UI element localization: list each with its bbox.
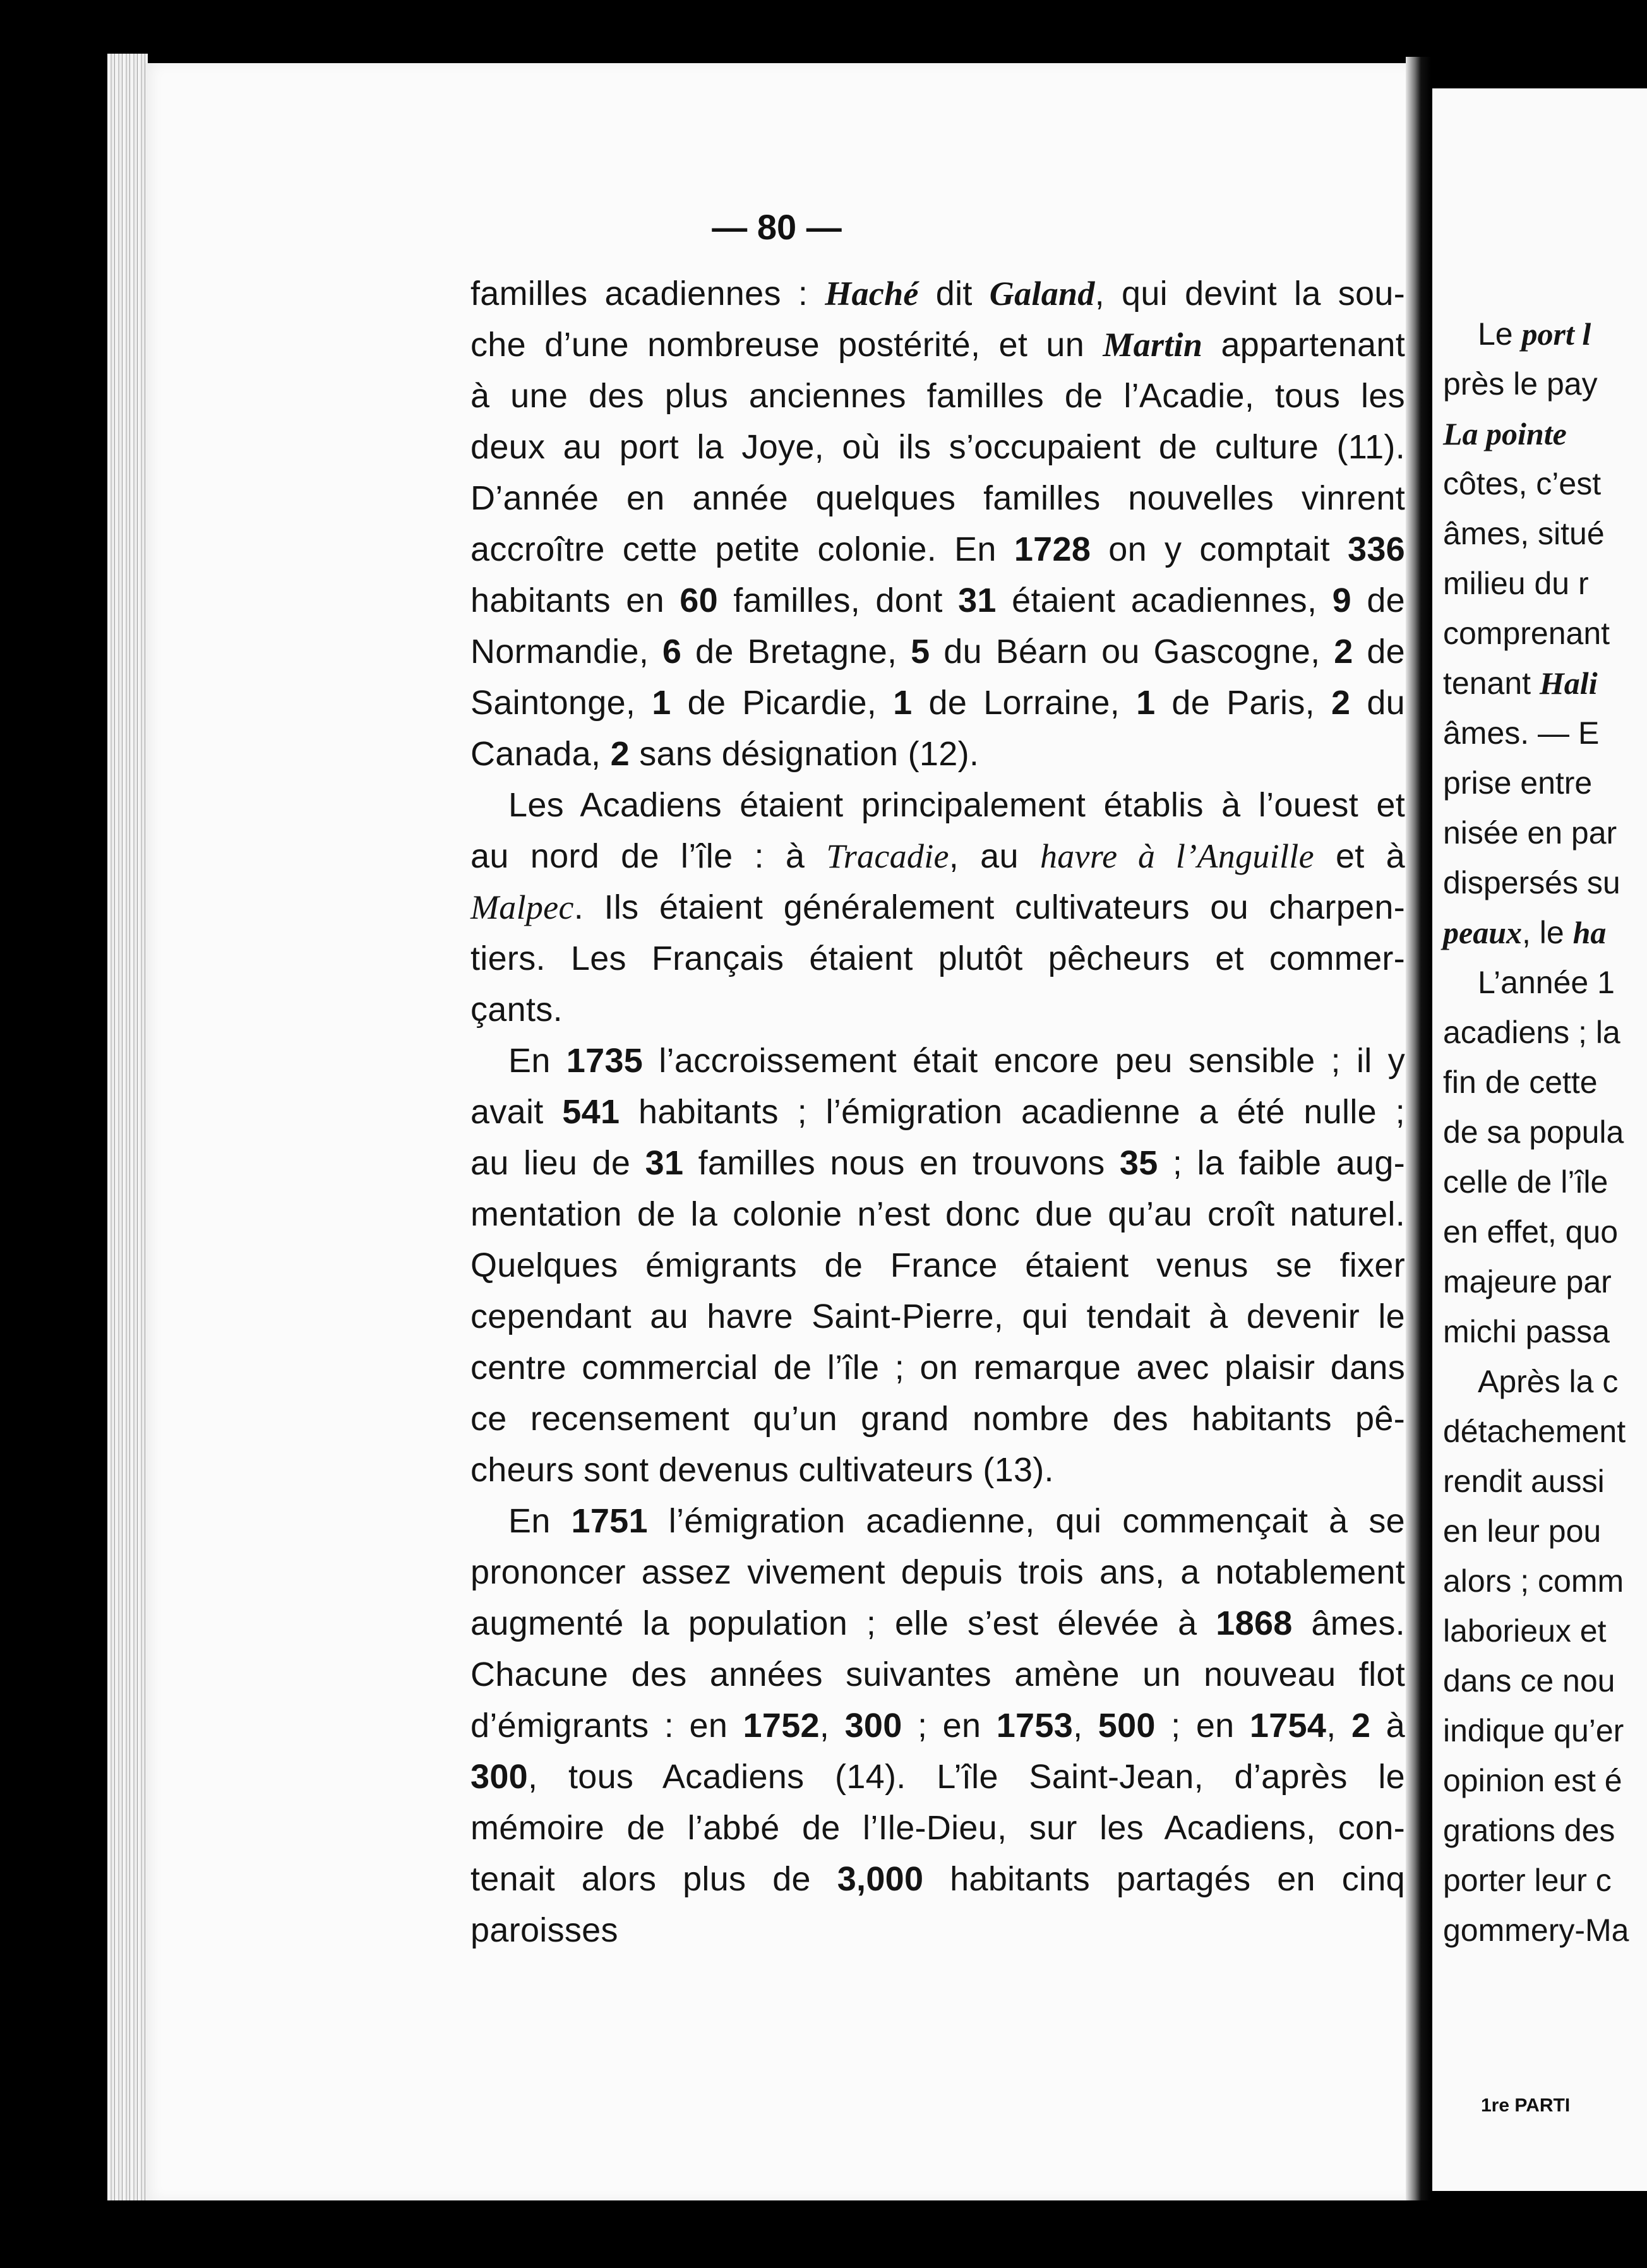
text-line: En 1735 l’accroissement était encore peu sensible ; il y — [508, 1042, 1405, 1080]
text-line: avait 541 habitants ; l’émigration acadienne a été nulle ; — [470, 1093, 1405, 1131]
text-line: tenant Hali — [1443, 665, 1598, 701]
text-line: Normandie, 6 de Bretagne, 5 du Béarn ou Gascogne, 2 de — [470, 633, 1405, 671]
text-line: Le port l — [1478, 316, 1591, 352]
text-line: D’année en année quelques familles nouvelles vinrent — [470, 479, 1405, 517]
text-line: opinion est é — [1443, 1763, 1622, 1798]
text-line: accroître cette petite colonie. En 1728 on y comptait 336 — [470, 530, 1405, 568]
text-line: çants. — [470, 991, 563, 1029]
text-line: L’année 1 — [1478, 965, 1615, 1000]
text-line: Quelques émigrants de France étaient venus se fixer — [470, 1246, 1405, 1284]
text-line: celle de l’île — [1443, 1164, 1608, 1200]
text-line: acadiens ; la — [1443, 1015, 1620, 1050]
text-line: che d’une nombreuse postérité, et un Martin appartenant — [470, 326, 1405, 364]
text-line: augmenté la population ; elle s’est élevée à 1868 âmes. — [470, 1604, 1405, 1642]
text-line: peaux, le ha — [1443, 915, 1607, 950]
text-line: habitants en 60 familles, dont 31 étaient acadiennes, 9 de — [470, 582, 1406, 619]
text-line: Canada, 2 sans désignation (12). — [470, 735, 979, 773]
text-line: en effet, quo — [1443, 1214, 1619, 1250]
text-line: Les Acadiens étaient principalement établis à l’ouest et — [508, 786, 1405, 824]
text-line: Saintonge, 1 de Picardie, 1 de Lorraine, 1 de Paris, 2 du — [470, 684, 1406, 722]
text-line: ce recensement qu’un grand nombre des habitants pê- — [470, 1400, 1405, 1438]
text-line: comprenant — [1443, 616, 1610, 651]
text-line: nisée en par — [1443, 815, 1617, 850]
text-line: côtes, c’est — [1443, 466, 1602, 501]
text-line: familles acadiennes : Haché dit Galand, qui devint la sou- — [470, 275, 1405, 313]
text-line: En 1751 l’émigration acadienne, qui commençait à se — [508, 1502, 1406, 1540]
page-stack-edge — [107, 54, 148, 2200]
text-line: mentation de la colonie n’est donc due qu’au croît naturel. — [470, 1195, 1405, 1233]
text-line: à une des plus anciennes familles de l’Acadie, tous les — [470, 377, 1405, 415]
text-line: au nord de l’île : à Tracadie, au havre à l’Anguille et à — [470, 837, 1406, 875]
text-line: dispersés su — [1443, 865, 1620, 900]
text-line: Chacune des années suivantes amène un nouveau flot — [470, 1656, 1405, 1693]
text-line: mémoire de l’abbé de l’Ile-Dieu, sur les Acadiens, con- — [470, 1809, 1405, 1847]
text-line: tenait alors plus de 3,000 habitants partagés en cinq — [470, 1860, 1405, 1898]
scan-bottom-margin — [0, 2200, 1647, 2268]
text-line: gommery-Ma — [1443, 1913, 1629, 1948]
text-line: Après la c — [1478, 1364, 1619, 1399]
text-line: au lieu de 31 familles nous en trouvons 35 ; la faible aug- — [470, 1144, 1405, 1182]
text-line: La pointe — [1443, 416, 1567, 451]
text-line: 300, tous Acadiens (14). L’île Saint-Jean, d’après le — [470, 1758, 1405, 1796]
text-line: michi passa — [1443, 1314, 1610, 1349]
text-line: majeure par — [1443, 1264, 1612, 1299]
text-line: laborieux et — [1443, 1613, 1607, 1649]
text-line: âmes, situé — [1443, 516, 1605, 551]
text-line: indique qu’er — [1443, 1713, 1624, 1748]
text-line: Malpec. Ils étaient généralement cultivateurs ou charpen- — [470, 888, 1405, 926]
text-line: alors ; comm — [1443, 1563, 1624, 1599]
right-page-body — [1443, 309, 1647, 1955]
text-line: cependant au havre Saint-Pierre, qui tendait à devenir le — [470, 1298, 1405, 1335]
text-line: dans ce nou — [1443, 1663, 1615, 1698]
text-line: cheurs sont devenus cultivateurs (13). — [470, 1451, 1054, 1489]
text-line: grations des — [1443, 1813, 1615, 1848]
page-number: — 80 — — [712, 207, 842, 247]
text-line: deux au port la Joye, où ils s’occupaient de culture (11). — [470, 428, 1405, 466]
text-line: fin de cette — [1443, 1065, 1598, 1100]
text-line: tiers. Les Français étaient plutôt pêcheurs et commer- — [470, 940, 1405, 977]
text-line: prononcer assez vivement depuis trois ans, a notablement — [470, 1553, 1405, 1591]
text-line: en leur pou — [1443, 1513, 1602, 1549]
text-line: milieu du r — [1443, 566, 1589, 601]
text-line: porter leur c — [1443, 1863, 1612, 1898]
book-gutter — [1406, 57, 1431, 2204]
text-line: prise entre — [1443, 765, 1593, 801]
text-line: rendit aussi — [1443, 1464, 1605, 1499]
text-line: près le pay — [1443, 366, 1598, 402]
text-line: paroisses — [470, 1911, 618, 1949]
left-page-body — [470, 268, 1405, 1956]
text-line: âmes. — E — [1443, 715, 1600, 751]
text-line: de sa popula — [1443, 1114, 1624, 1150]
text-line: détachement — [1443, 1414, 1626, 1449]
right-page-footer: 1re PARTI — [1481, 2095, 1571, 2116]
text-line: centre commercial de l’île ; on remarque avec plaisir dans — [470, 1349, 1405, 1387]
text-line: d’émigrants : en 1752, 300 ; en 1753, 500 ; en 1754, 2 à — [470, 1707, 1405, 1745]
scan-left-margin — [0, 0, 111, 2268]
